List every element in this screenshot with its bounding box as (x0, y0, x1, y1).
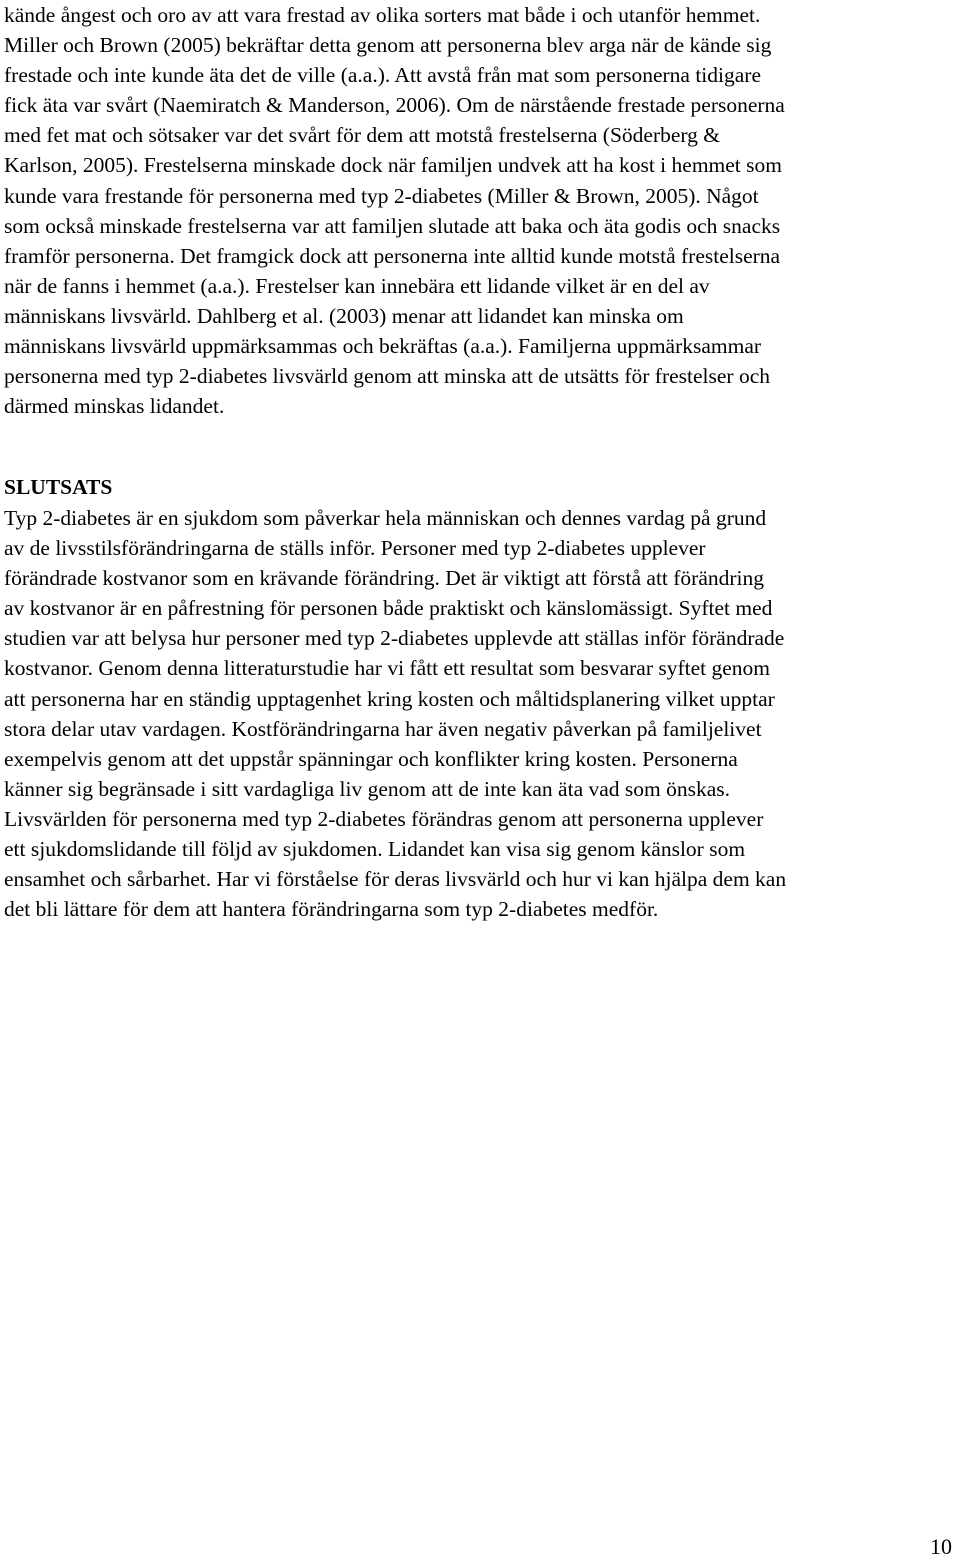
paragraph-2 (4, 503, 956, 924)
text-line: som också minskade frestelserna var att familjen slutade att baka och äta godis och snacks (4, 213, 781, 238)
paragraph-1 (4, 0, 956, 421)
text-line: studien var att belysa hur personer med typ 2-diabetes upplevde att ställas inför förändrade (4, 626, 785, 651)
text-line: det bli lättare för dem att hantera förändringarna som typ 2-diabetes medför. (4, 897, 659, 922)
text-line: kunde vara frestande för personerna med typ 2-diabetes (Miller & Brown, 2005). Något (4, 183, 759, 208)
text-line: Livsvärlden för personerna med typ 2-diabetes förändras genom att personerna upplever (4, 806, 764, 831)
text-line: exempelvis genom att det uppstår spänningar och konflikter kring kosten. Personerna (4, 746, 738, 771)
text-line: känner sig begränsade i sitt vardagliga liv genom att de inte kan äta vad som önskas. (4, 776, 731, 801)
text-line: därmed minskas lidandet. (4, 394, 225, 419)
section-heading: SLUTSATS (4, 475, 113, 499)
text-line: frestade och inte kunde äta det de ville (a.a.). Att avstå från mat som personerna tidigare (4, 63, 761, 88)
page-number: 10 (930, 1534, 952, 1559)
text-line: Karlson, 2005). Frestelserna minskade dock när familjen undvek att ha kost i hemmet som (4, 153, 782, 178)
text-line: när de fanns i hemmet (a.a.). Frestelser kan innebära ett lidande vilket är en del av (4, 273, 710, 298)
text-line: av kostvanor är en påfrestning för personen både praktiskt och känslomässigt. Syftet med (4, 596, 773, 621)
text-line: kostvanor. Genom denna litteraturstudie har vi fått ett resultat som besvarar syftet genom (4, 656, 771, 681)
text-line: stora delar utav vardagen. Kostförändringarna har även negativ påverkan på familjelivet (4, 716, 762, 741)
text-line: förändrade kostvanor som en krävande förändring. Det är viktigt att förstå att förändring (4, 566, 765, 591)
text-line: fick äta var svårt (Naemiratch & Manderson, 2006). Om de närstående frestade personerna (4, 93, 785, 118)
text-line: ensamhet och sårbarhet. Har vi förståelse för deras livsvärld och hur vi kan hjälpa dem kan (4, 867, 787, 892)
text-line: Typ 2-diabetes är en sjukdom som påverkar hela människan och dennes vardag på grund (4, 506, 767, 530)
text-line: kände ångest och oro av att vara frestad av olika sorters mat både i och utanför hemmet. (4, 3, 761, 27)
text-line: människans livsvärld uppmärksammas och bekräftas (a.a.). Familjerna uppmärksammar (4, 334, 762, 359)
text-line: personerna med typ 2-diabetes livsvärld genom att minska att de utsätts för frestelser och (4, 364, 771, 389)
text-line: människans livsvärld. Dahlberg et al. (2003) menar att lidandet kan minska om (4, 303, 684, 328)
text-line: med fet mat och sötsaker var det svårt för dem att motstå frestelserna (Söderberg & (4, 123, 721, 148)
text-line: ett sjukdomslidande till följd av sjukdomen. Lidandet kan visa sig genom känslor som (4, 837, 746, 862)
text-line: att personerna har en ständig upptagenhet kring kosten och måltidsplanering vilket upptar (4, 686, 775, 711)
text-line: Miller och Brown (2005) bekräftar detta genom att personerna blev arga när de kände sig (4, 33, 772, 58)
text-line: av de livsstilsförändringarna de ställs inför. Personer med typ 2-diabetes upplever (4, 536, 706, 561)
text-line: framför personerna. Det framgick dock att personerna inte alltid kunde motstå frestelserna (4, 243, 781, 268)
